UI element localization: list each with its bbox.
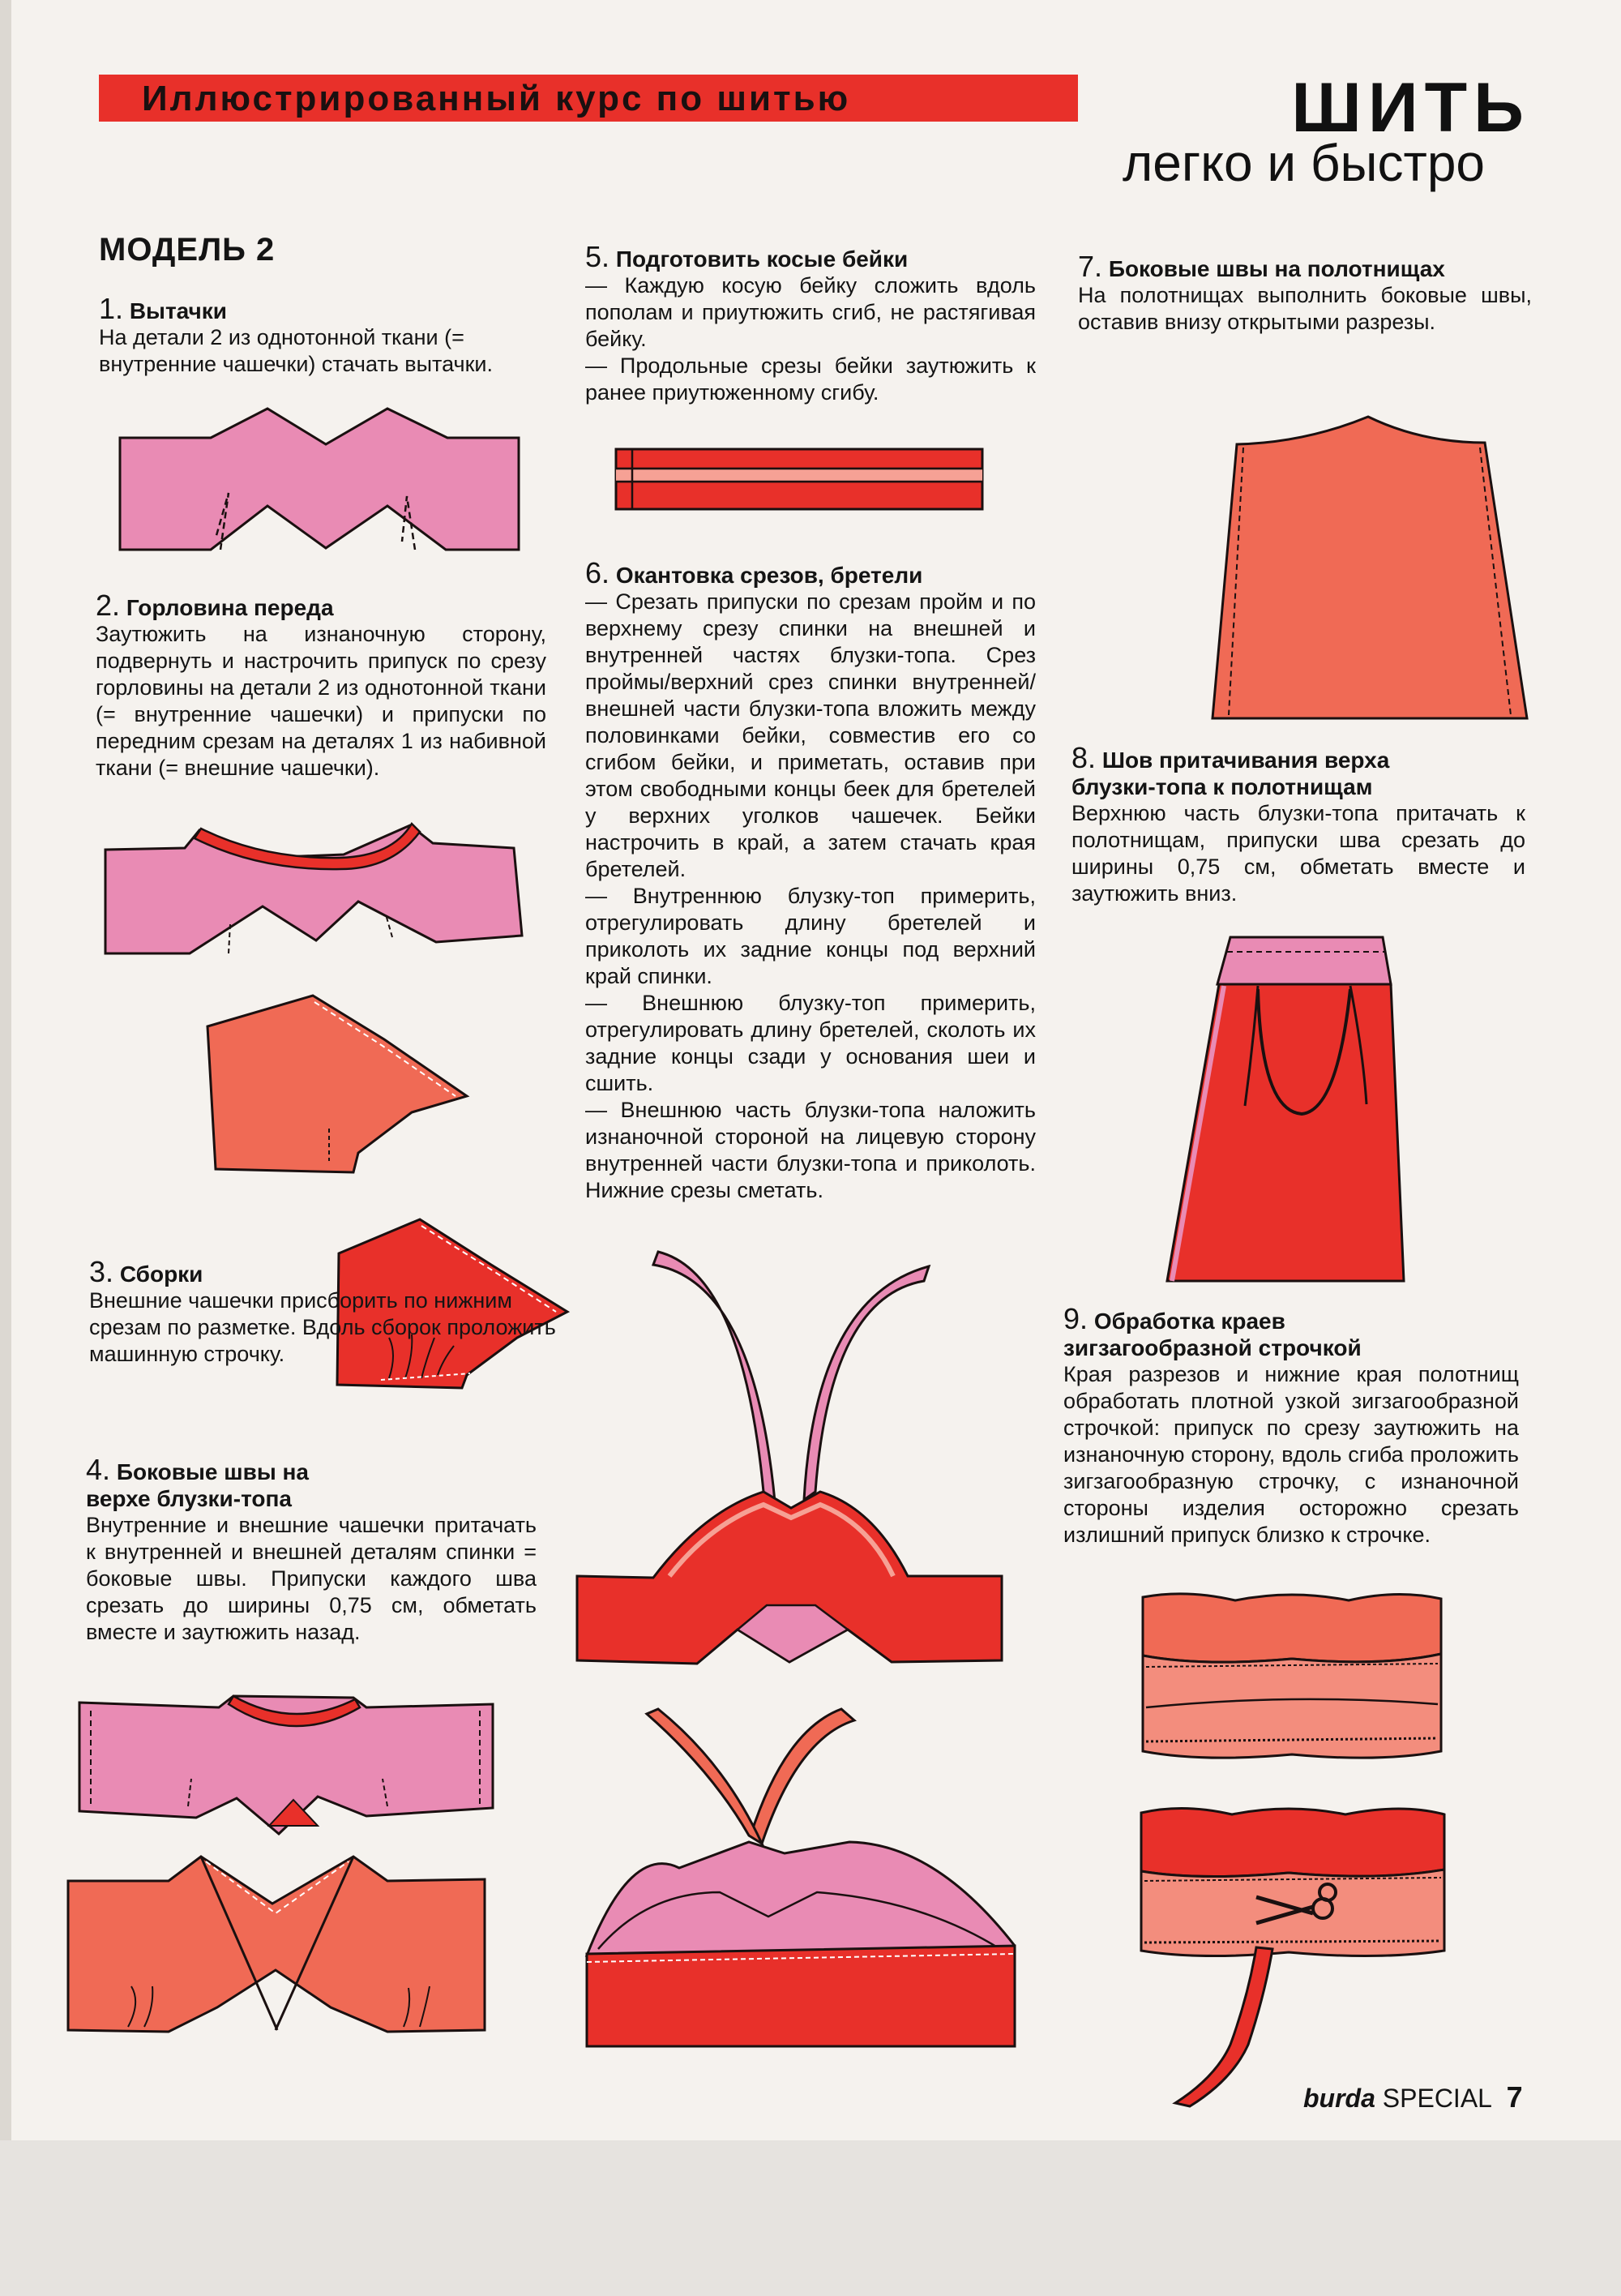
step-2-illustration-inner: [101, 811, 538, 973]
step-5-illustration: [613, 444, 986, 514]
step-4: [86, 1453, 537, 1646]
step-6-text-a: — Срезать припуски по срезам пройм и по верхнему срезу спинки на внешней и внутренней частях блузки-топа. Срез проймы/верхний срез спинки внутренней/внешней части блузки-топа вложить между половинками бейки, совместив его со сгибом бейки, и приметать, оставив при этом свободными концы беек для бретелей у верхних уголков чашечек. Бейки настрочить в край, а затем стачать края бретелей.: [585, 589, 1036, 881]
page-number: 7: [1506, 2080, 1523, 2114]
brand-title: ШИТЬ: [1291, 69, 1530, 147]
step-4-illustration-outer: [63, 1848, 493, 2035]
step-7-illustration: [1208, 410, 1532, 726]
step-7-heading: 7. Боковые швы на полотнищах: [1078, 250, 1445, 283]
step-3-text: Внешние чашечки присборить по нижним срезам по разметке. Вдоль сборок проложить машинную строчку.: [89, 1288, 556, 1366]
step-2-illustration-outer: [199, 991, 475, 1177]
step-6-illustration-inner: [572, 1249, 1010, 1686]
brand-subtitle: легко и быстро: [1122, 134, 1485, 192]
step-6-text-c: — Внешнюю блузку-топ примерить, отрегулировать длину бретелей, сколоть их задние концы сзади у основания шеи и сшить.: [585, 991, 1036, 1095]
step-5: [585, 240, 1036, 406]
step-8-illustration: [1164, 932, 1407, 1286]
step-4-heading: 4. Боковые швы на верхе блузки-топа: [86, 1453, 309, 1511]
step-9: [1063, 1302, 1519, 1549]
step-4-text: Внутренние и внешние чашечки притачать к внутренней и внешней деталям спинки = боковые швы. Припуски каждого шва срезать до ширины 0,75 см, обметать вместе и заутюжить назад.: [86, 1513, 537, 1644]
step-6-illustration-outer: [582, 1706, 1026, 2053]
course-banner-text: Иллюстрированный курс по шитью: [142, 79, 851, 118]
step-7: [1078, 250, 1532, 336]
page-footer: [1303, 2080, 1523, 2114]
step-9-heading: 9. Обработка краев зигзагообразной строчкой: [1063, 1302, 1362, 1360]
step-5-text-a: — Каждую косую бейку сложить вдоль пополам и приутюжить сгиб, не растягивая бейку.: [585, 273, 1036, 351]
page-bottom-margin: [0, 2140, 1621, 2296]
step-3: [89, 1255, 559, 1368]
step-2-text: Заутюжить на изнаночную сторону, подвернуть и настрочить припуск по срезу горловины на детали 2 из однотонной ткани (= внутренние чашечки) и припуски по передним срезам на деталях 1 из набивной ткани (= внешние чашечки).: [96, 622, 546, 780]
step-6-text-d: — Внешнюю часть блузки-топа наложить изнаночной стороной на лицевую сторону внутренней части блузки-топа и приколоть. Нижние срезы сметать.: [585, 1098, 1036, 1202]
footer-brand: burda: [1303, 2084, 1375, 2113]
step-8-heading: 8. Шов притачивания верха блузки-топа к полотнищам: [1071, 741, 1390, 799]
step-9-text: Края разрезов и нижние края полотнищ обработать плотной узкой зигзагообразной строчкой: припуск по срезу заутюжить на изнаночную сторону, вдоль сгиба проложить зигзагообразную строчку, с изнаночной стороны изделия осторожно срезать излишний припуск близко к строчке.: [1063, 1362, 1519, 1547]
step-4-illustration-inner: [75, 1678, 504, 1840]
step-2: [96, 589, 546, 782]
footer-magazine: SPECIAL: [1382, 2084, 1491, 2113]
step-3-heading: 3. Сборки: [89, 1255, 203, 1288]
step-1: [99, 292, 550, 378]
step-2-heading: 2. Горловина переда: [96, 589, 334, 622]
step-9-illustration-bottom: [1135, 1801, 1451, 2110]
step-6-text-b: — Внутреннюю блузку-топ примерить, отрегулировать длину бретелей и приколоть их задние концы под верхний край спинки.: [585, 884, 1036, 988]
step-7-text: На полотнищах выполнить боковые швы, оставив внизу открытыми разрезы.: [1078, 283, 1532, 334]
step-1-illustration: [113, 405, 535, 576]
step-1-text: На детали 2 из однотонной ткани (= внутренние чашечки) стачать вытачки.: [99, 325, 493, 376]
step-1-heading: 1. Вытачки: [99, 292, 228, 325]
step-5-text-b: — Продольные срезы бейки заутюжить к ранее приутюженному сгибу.: [585, 353, 1036, 405]
step-5-heading: 5. Подготовить косые бейки: [585, 240, 909, 273]
step-6: [585, 556, 1036, 1204]
model-title: МОДЕЛЬ 2: [99, 232, 276, 268]
step-9-illustration-top: [1138, 1589, 1446, 1767]
step-8: [1071, 741, 1525, 907]
step-8-text: Верхнюю часть блузки-топа притачать к полотнищам, припуски шва срезать до ширины 0,75 см, обметать вместе и заутюжить вниз.: [1071, 801, 1525, 906]
page-edge: [0, 0, 11, 2296]
step-6-heading: 6. Окантовка срезов, бретели: [585, 556, 923, 589]
